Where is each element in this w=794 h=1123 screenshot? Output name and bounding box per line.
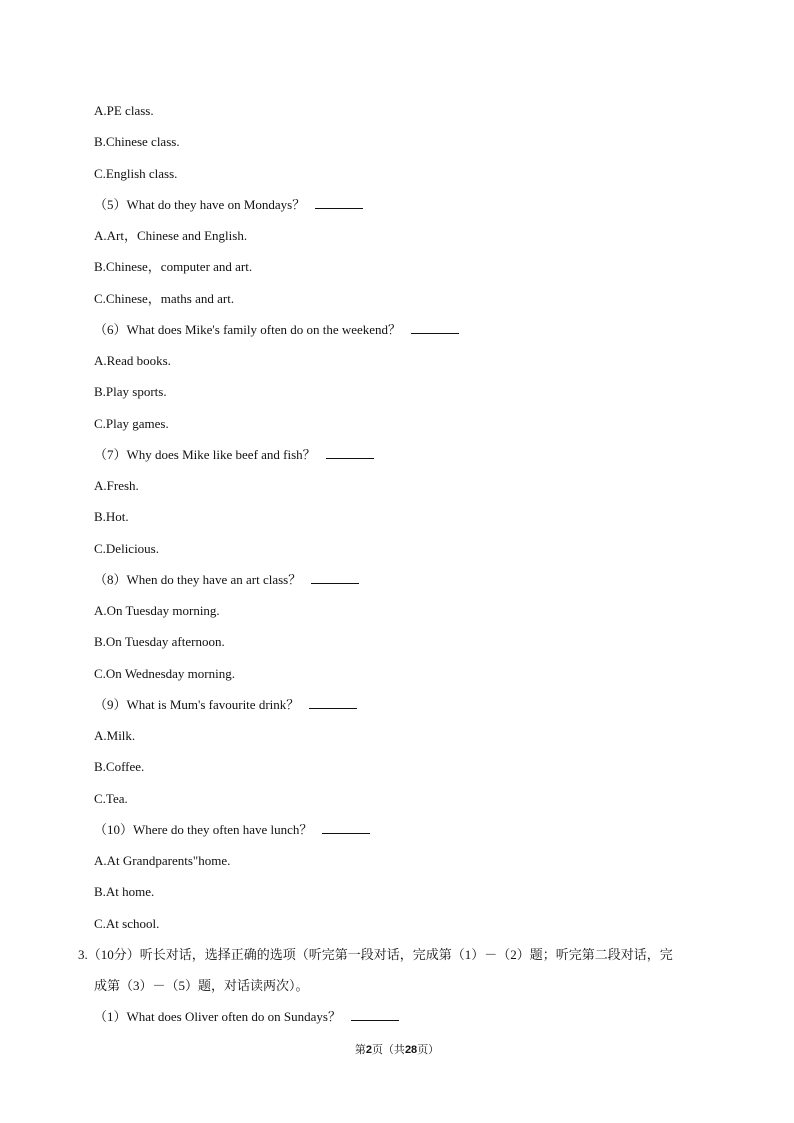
question-line: [94, 447, 374, 463]
footer-suffix: 页）: [417, 1044, 440, 1056]
answer-blank[interactable]: [311, 572, 359, 584]
footer-prefix: 第: [354, 1044, 366, 1056]
option-text: A.On Tuesday morning.: [94, 603, 220, 618]
footer-total-pages: 28: [404, 1044, 418, 1056]
option-text: B.Chinese，computer and art.: [94, 259, 253, 275]
page-footer: [0, 1043, 794, 1057]
option-text: A.At Grandparents"home.: [94, 853, 231, 868]
option-line: [94, 541, 159, 557]
option-text: A.Read books.: [94, 353, 171, 368]
option-line: [94, 759, 144, 775]
option-line: [94, 103, 154, 119]
option-text: B.Hot.: [94, 509, 129, 525]
option-line: [94, 728, 135, 744]
option-line: [94, 916, 159, 932]
option-line: [94, 791, 128, 807]
option-line: [94, 634, 225, 650]
option-line: [94, 353, 171, 369]
option-text: A.Fresh.: [94, 478, 139, 493]
question-text: （1）What does Oliver often do on Sundays？: [94, 1009, 341, 1024]
answer-blank[interactable]: [326, 447, 374, 459]
option-text: C.Delicious.: [94, 540, 159, 556]
option-text: B.Play sports.: [94, 384, 167, 400]
question-line: [94, 322, 459, 338]
section-3-line-2: 成第（3）－（5）题，对话读两次）。: [94, 978, 309, 993]
option-text: B.Chinese class.: [94, 134, 180, 150]
footer-middle: 页（共: [371, 1044, 405, 1056]
answer-blank[interactable]: [322, 822, 370, 834]
section-3-instruction-cont: [94, 978, 309, 994]
option-text: B.On Tuesday afternoon.: [94, 634, 225, 650]
option-text: C.At school.: [94, 915, 160, 931]
option-text: B.Coffee.: [94, 759, 145, 775]
option-line: [94, 666, 235, 682]
question-line: [94, 572, 359, 588]
answer-blank[interactable]: [309, 697, 357, 709]
option-text: C.English class.: [94, 165, 178, 181]
option-line: [94, 603, 220, 619]
option-text: C.Tea.: [94, 790, 128, 806]
option-text: C.On Wednesday morning.: [94, 665, 235, 681]
option-text: A.Art，Chinese and English.: [94, 228, 248, 243]
option-line: [94, 228, 247, 244]
option-line: [94, 884, 154, 900]
option-text: C.Play games.: [94, 415, 169, 431]
option-line: [94, 509, 129, 525]
answer-blank[interactable]: [411, 322, 459, 334]
option-line: [94, 416, 169, 432]
question-line: [94, 822, 370, 838]
answer-blank[interactable]: [351, 1009, 399, 1021]
question-text: （7）Why does Mike like beef and fish？: [94, 446, 316, 462]
section-3-question-1: [94, 1009, 399, 1025]
question-text: （10）Where do they often have lunch？: [94, 821, 313, 837]
section-3-instruction: [78, 947, 728, 963]
question-line: [94, 697, 357, 713]
option-text: B.At home.: [94, 884, 155, 900]
option-line: [94, 384, 167, 400]
section-3-line-1: 3.（10分）听长对话，选择正确的选项（听完第一段对话，完成第（1）－（2）题；听完第二段对话，完: [78, 947, 673, 962]
option-line: [94, 853, 230, 869]
question-line: [94, 197, 363, 213]
question-text: （8）When do they have an art class？: [94, 571, 302, 587]
question-text: （5）What do they have on Mondays？: [94, 196, 306, 212]
option-line: [94, 166, 177, 182]
answer-blank[interactable]: [315, 197, 363, 209]
question-text: （6）What does Mike's family often do on the weekend？: [94, 321, 402, 337]
option-line: [94, 478, 139, 494]
question-text: （9）What is Mum's favourite drink？: [94, 696, 300, 712]
option-line: [94, 134, 180, 150]
option-text: C.Chinese，maths and art.: [94, 290, 235, 306]
option-line: [94, 259, 252, 275]
option-line: [94, 291, 234, 307]
footer-page-number: 2: [365, 1044, 372, 1056]
option-text: A.PE class.: [94, 103, 154, 118]
option-text: A.Milk.: [94, 728, 136, 743]
